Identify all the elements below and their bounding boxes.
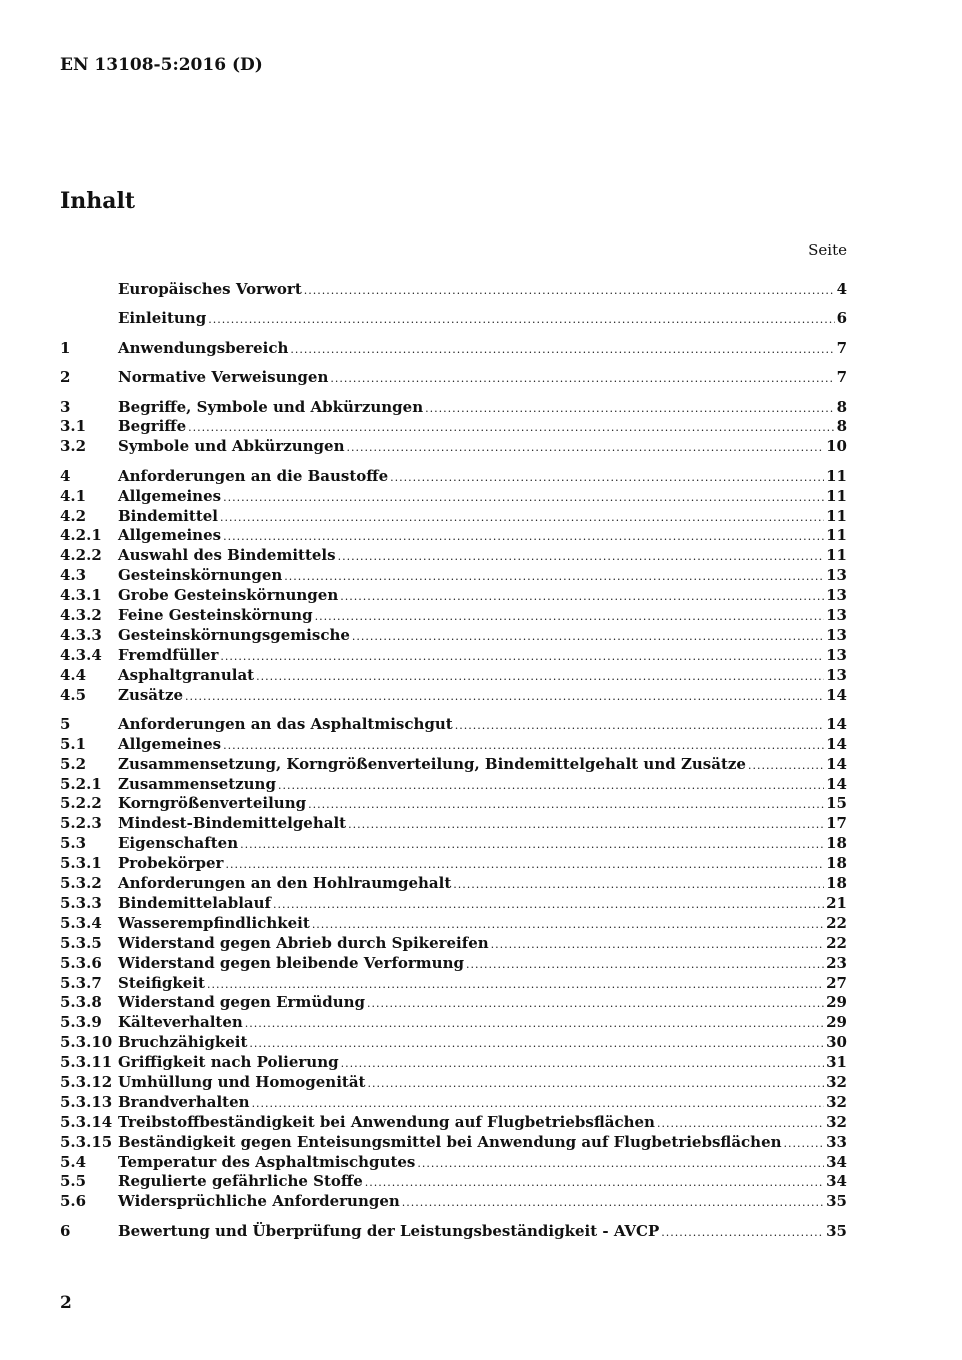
toc-entry-title[interactable]: Griffigkeit nach Polierung [118, 1053, 339, 1072]
toc-entry-number: 5.3.15 [60, 1132, 113, 1151]
toc-entry-page[interactable]: 13 [826, 566, 847, 585]
dot-leader [417, 1154, 824, 1174]
toc-entry-page[interactable]: 34 [826, 1152, 847, 1171]
dot-leader [455, 716, 824, 736]
toc-entry-number: 5.3.10 [60, 1033, 113, 1052]
toc-entry-title[interactable]: Allgemeines [118, 526, 222, 545]
dot-leader [208, 310, 834, 330]
dot-leader [402, 1193, 824, 1213]
document-id: EN 13108-5:2016 (D) [60, 55, 263, 75]
toc-entry-number: 4.3.2 [60, 605, 102, 624]
toc-entry-number: 5 [60, 714, 71, 733]
toc-entry[interactable] [60, 437, 847, 457]
toc-entry[interactable] [60, 467, 847, 487]
toc-entry[interactable] [60, 993, 847, 1013]
toc-entry-page[interactable]: 29 [826, 993, 847, 1012]
toc-entry-number: 4.2 [60, 506, 87, 525]
toc-entry[interactable] [60, 646, 847, 666]
toc-entry-page[interactable]: 10 [826, 437, 847, 456]
toc-entry-page[interactable]: 29 [826, 1013, 847, 1032]
toc-entry-page[interactable]: 32 [826, 1112, 847, 1131]
toc-entry-page[interactable]: 35 [826, 1192, 847, 1211]
dot-leader [220, 647, 824, 667]
toc-entry-title[interactable]: Begriffe [118, 417, 187, 436]
toc-entry-number: 5.6 [60, 1192, 87, 1211]
dot-leader [352, 627, 824, 647]
toc-entry[interactable] [60, 566, 847, 586]
toc-entry-title[interactable]: Zusammensetzung [118, 774, 276, 793]
toc-entry-number: 4.3.4 [60, 645, 102, 664]
toc-entry-number: 5.5 [60, 1172, 87, 1191]
page-column-label: Seite [808, 241, 847, 259]
toc-entry[interactable] [60, 1033, 847, 1053]
toc-entry-number: 3 [60, 397, 71, 416]
toc-entry-title[interactable]: Feine Gesteinskörnung [118, 605, 313, 624]
toc-entry-number: 4.1 [60, 486, 87, 505]
toc-entry-page[interactable]: 8 [836, 397, 847, 416]
dot-leader [367, 1074, 824, 1094]
toc-entry-number: 5.2 [60, 754, 87, 773]
toc-entry-page[interactable]: 34 [826, 1172, 847, 1191]
toc-entry-number: 4 [60, 466, 71, 485]
dot-leader [390, 468, 824, 488]
toc-entry-title[interactable]: Einleitung [118, 309, 207, 328]
toc-entry-number: 5.3.9 [60, 1013, 102, 1032]
toc-entry[interactable] [60, 874, 847, 894]
toc-entry-title[interactable]: Auswahl des Bindemittels [118, 546, 336, 565]
toc-entry-page[interactable]: 14 [826, 685, 847, 704]
toc-entry-page[interactable]: 11 [826, 486, 847, 505]
toc-entry[interactable] [60, 398, 847, 418]
toc-entry[interactable] [60, 1073, 847, 1093]
toc-entry-number: 2 [60, 368, 71, 387]
toc-entry-title[interactable]: Widerstand gegen Ermüdung [118, 993, 366, 1012]
toc-entry-title[interactable]: Beständigkeit gegen Enteisungsmittel bei Anwendung auf Flugbetriebsflächen [118, 1132, 782, 1151]
toc-entry-page[interactable]: 15 [826, 794, 847, 813]
toc-entry-page[interactable]: 8 [836, 417, 847, 436]
toc-entry[interactable] [60, 794, 847, 814]
toc-entry-page[interactable]: 11 [826, 466, 847, 485]
toc-entry[interactable] [60, 974, 847, 994]
toc-entry[interactable] [60, 339, 847, 359]
toc-entry-title[interactable]: Bindemittel [118, 506, 218, 525]
toc-entry-title[interactable]: Bewertung und Überprüfung der Leistungsbeständigkeit - AVCP [118, 1221, 660, 1240]
toc-entry-title[interactable]: Regulierte gefährliche Stoffe [118, 1172, 363, 1191]
dot-leader [341, 1054, 825, 1074]
toc-entry-page[interactable]: 11 [826, 546, 847, 565]
toc-entry-number: 3.2 [60, 437, 87, 456]
toc-entry[interactable] [60, 954, 847, 974]
toc-entry-page[interactable]: 18 [826, 834, 847, 853]
toc-entry[interactable] [60, 834, 847, 854]
toc-entry-number: 5.3.6 [60, 953, 102, 972]
toc-entry-number: 4.3 [60, 566, 87, 585]
toc-entry[interactable] [60, 586, 847, 606]
toc-entry-title[interactable]: Gesteinskörnungen [118, 566, 283, 585]
toc-entry[interactable] [60, 487, 847, 507]
dot-leader [304, 281, 835, 301]
toc-entry-page[interactable]: 17 [826, 814, 847, 833]
toc-entry[interactable] [60, 755, 847, 775]
toc-entry-title[interactable]: Bruchzähigkeit [118, 1033, 248, 1052]
toc-entry-title[interactable]: Treibstoffbeständigkeit bei Anwendung auf Flugbetriebsflächen [118, 1112, 655, 1131]
dot-leader [308, 795, 824, 815]
dot-leader [252, 1094, 825, 1114]
toc-entry-number: 4.3.1 [60, 586, 102, 605]
toc-entry-title[interactable]: Allgemeines [118, 486, 222, 505]
toc-entry[interactable] [60, 735, 847, 755]
dot-leader [365, 1173, 824, 1193]
toc-entry-number: 5.3.5 [60, 933, 102, 952]
toc-entry-title[interactable]: Brandverhalten [118, 1092, 250, 1111]
toc-entry-page[interactable]: 30 [826, 1033, 847, 1052]
dot-leader [249, 1034, 824, 1054]
toc-entry-title[interactable]: Widerstand gegen Abrieb durch Spikereifen [118, 933, 489, 952]
toc-entry-title[interactable]: Anforderungen an den Hohlraumgehalt [118, 874, 452, 893]
toc-entry[interactable] [60, 280, 847, 300]
toc-entry-number: 4.4 [60, 665, 87, 684]
toc-entry-number: 5.3.13 [60, 1092, 113, 1111]
toc-entry-page[interactable]: 35 [826, 1221, 847, 1240]
toc-entry[interactable] [60, 686, 847, 706]
toc-entry-page[interactable]: 6 [836, 309, 847, 328]
toc-entry[interactable] [60, 775, 847, 795]
toc-entry-number: 4.2.2 [60, 546, 102, 565]
toc-entry[interactable] [60, 934, 847, 954]
dot-leader [245, 1014, 824, 1034]
dot-leader [491, 935, 824, 955]
toc-entry-title[interactable]: Steifigkeit [118, 973, 205, 992]
toc-entry-page[interactable]: 31 [826, 1053, 847, 1072]
toc-entry-page[interactable]: 7 [836, 338, 847, 357]
dot-leader [340, 587, 824, 607]
dot-leader [278, 776, 824, 796]
toc-entry-number: 5.2.3 [60, 814, 102, 833]
toc-entry-title[interactable]: Gesteinskörnungsgemische [118, 625, 350, 644]
toc-entry[interactable] [60, 546, 847, 566]
toc-entry[interactable] [60, 1222, 847, 1242]
toc-entry-page[interactable]: 32 [826, 1072, 847, 1091]
toc-entry[interactable] [60, 814, 847, 834]
toc-entry[interactable] [60, 1053, 847, 1073]
toc-entry-number: 5.3.11 [60, 1053, 113, 1072]
toc-entry[interactable] [60, 417, 847, 437]
toc-entry-page[interactable]: 7 [836, 368, 847, 387]
toc-entry-number: 5.2.1 [60, 774, 102, 793]
dot-leader [223, 736, 824, 756]
dot-leader [284, 567, 824, 587]
dot-leader [338, 547, 825, 567]
page-number: 2 [60, 1293, 72, 1313]
toc-entry-title[interactable]: Umhüllung und Homogenität [118, 1072, 366, 1091]
toc-entry-page[interactable]: 14 [826, 774, 847, 793]
toc-entry-number: 4.3.3 [60, 625, 102, 644]
dot-leader [223, 527, 824, 547]
toc-entry[interactable] [60, 1172, 847, 1192]
toc-entry[interactable] [60, 1113, 847, 1133]
toc-entry-number: 5.3.2 [60, 874, 102, 893]
toc-entry-number: 5.3 [60, 834, 87, 853]
toc-entry-title[interactable]: Temperatur des Asphaltmischgutes [118, 1152, 416, 1171]
toc-entry[interactable] [60, 526, 847, 546]
table-of-contents [60, 280, 847, 1242]
toc-entry[interactable] [60, 666, 847, 686]
toc-entry-number: 1 [60, 338, 71, 357]
toc-entry-number: 4.2.1 [60, 526, 102, 545]
toc-entry-title[interactable]: Widersprüchliche Anforderungen [118, 1192, 400, 1211]
toc-entry-title[interactable]: Eigenschaften [118, 834, 239, 853]
dot-leader [240, 835, 824, 855]
toc-entry-title[interactable]: Europäisches Vorwort [118, 280, 302, 298]
dot-leader [315, 607, 825, 627]
toc-entry-page[interactable]: 33 [826, 1132, 847, 1151]
toc-entry-title[interactable]: Anforderungen an das Asphaltmischgut [118, 714, 453, 733]
toc-entry[interactable] [60, 368, 847, 388]
toc-entry-title[interactable]: Allgemeines [118, 734, 222, 753]
toc-entry-page[interactable]: 13 [826, 645, 847, 664]
toc-entry-page[interactable]: 23 [826, 953, 847, 972]
dot-leader [661, 1223, 824, 1243]
toc-entry-page[interactable]: 4 [836, 280, 847, 298]
toc-entry-page[interactable]: 13 [826, 605, 847, 624]
toc-entry-title[interactable]: Asphaltgranulat [118, 665, 255, 684]
toc-entry-title[interactable]: Fremdfüller [118, 645, 219, 664]
toc-entry[interactable] [60, 1133, 847, 1153]
toc-entry-page[interactable]: 22 [826, 933, 847, 952]
toc-entry[interactable] [60, 715, 847, 735]
toc-entry[interactable] [60, 894, 847, 914]
dot-leader [290, 340, 834, 360]
toc-entry-title[interactable]: Bindemittelablauf [118, 893, 271, 912]
toc-entry-number: 5.3.8 [60, 993, 102, 1012]
toc-entry[interactable] [60, 507, 847, 527]
dot-leader [207, 975, 824, 995]
toc-entry[interactable] [60, 626, 847, 646]
toc-entry-number: 5.4 [60, 1152, 87, 1171]
dot-leader [784, 1134, 825, 1154]
toc-entry-title[interactable]: Grobe Gesteinskörnungen [118, 586, 339, 605]
toc-entry-number: 5.3.3 [60, 893, 102, 912]
toc-entry-page[interactable]: 27 [826, 973, 847, 992]
dot-leader [273, 895, 824, 915]
toc-entry[interactable] [60, 606, 847, 626]
toc-entry-title[interactable]: Symbole und Abkürzungen [118, 437, 345, 456]
toc-entry-title[interactable]: Widerstand gegen bleibende Verformung [118, 953, 464, 972]
dot-leader [348, 815, 824, 835]
toc-entry-title[interactable]: Wasserempfindlichkeit [118, 913, 310, 932]
toc-entry-page[interactable]: 18 [826, 874, 847, 893]
toc-title: Inhalt [60, 188, 136, 214]
toc-entry-number: 5.3.1 [60, 854, 102, 873]
toc-entry-number: 4.5 [60, 685, 87, 704]
toc-entry-title[interactable]: Zusammensetzung, Korngrößenverteilung, Bindemittelgehalt und Zusätze [118, 754, 746, 773]
toc-entry-title[interactable]: Zusätze [118, 685, 184, 704]
toc-entry-title[interactable]: Anforderungen an die Baustoffe [118, 466, 389, 485]
toc-entry[interactable] [60, 1093, 847, 1113]
toc-entry[interactable] [60, 1153, 847, 1173]
toc-entry-number: 3.1 [60, 417, 87, 436]
toc-entry-page[interactable]: 14 [826, 714, 847, 733]
toc-entry-page[interactable]: 14 [826, 734, 847, 753]
dot-leader [466, 955, 824, 975]
toc-entry-page[interactable]: 32 [826, 1092, 847, 1111]
dot-leader [425, 399, 834, 419]
toc-entry-title[interactable]: Normative Verweisungen [118, 368, 329, 387]
dot-leader [347, 438, 825, 458]
toc-entry-page[interactable]: 13 [826, 665, 847, 684]
toc-entry-page[interactable]: 22 [826, 913, 847, 932]
toc-entry-page[interactable]: 13 [826, 586, 847, 605]
toc-entry-title[interactable]: Korngrößenverteilung [118, 794, 307, 813]
dot-leader [185, 687, 824, 707]
toc-entry-title[interactable]: Probekörper [118, 854, 224, 873]
dot-leader [748, 756, 824, 776]
toc-entry-page[interactable]: 14 [826, 754, 847, 773]
toc-entry-number: 5.2.2 [60, 794, 102, 813]
toc-entry-page[interactable]: 11 [826, 526, 847, 545]
dot-leader [223, 488, 824, 508]
toc-entry[interactable] [60, 1013, 847, 1033]
toc-entry-page[interactable]: 21 [826, 893, 847, 912]
toc-entry-page[interactable]: 13 [826, 625, 847, 644]
dot-leader [225, 855, 824, 875]
toc-entry[interactable] [60, 1192, 847, 1212]
toc-entry-title[interactable]: Mindest-Bindemittelgehalt [118, 814, 347, 833]
dot-leader [220, 508, 824, 528]
dot-leader [312, 915, 824, 935]
dot-leader [657, 1114, 824, 1134]
toc-entry-title[interactable]: Anwendungsbereich [118, 338, 289, 357]
toc-entry-number: 5.3.12 [60, 1072, 113, 1091]
toc-entry-number: 6 [60, 1221, 71, 1240]
toc-entry[interactable] [60, 914, 847, 934]
toc-entry-title[interactable]: Kälteverhalten [118, 1013, 243, 1032]
dot-leader [188, 418, 834, 438]
toc-entry-number: 5.3.14 [60, 1112, 113, 1131]
toc-entry-number: 5.1 [60, 734, 87, 753]
dot-leader [367, 994, 824, 1014]
toc-entry-title[interactable]: Begriffe, Symbole und Abkürzungen [118, 397, 424, 416]
toc-entry[interactable] [60, 309, 847, 329]
toc-entry-page[interactable]: 18 [826, 854, 847, 873]
dot-leader [330, 369, 834, 389]
toc-entry-page[interactable]: 11 [826, 506, 847, 525]
dot-leader [256, 667, 824, 687]
toc-entry-number: 5.3.4 [60, 913, 102, 932]
toc-entry-number: 5.3.7 [60, 973, 102, 992]
dot-leader [453, 875, 824, 895]
toc-entry[interactable] [60, 854, 847, 874]
